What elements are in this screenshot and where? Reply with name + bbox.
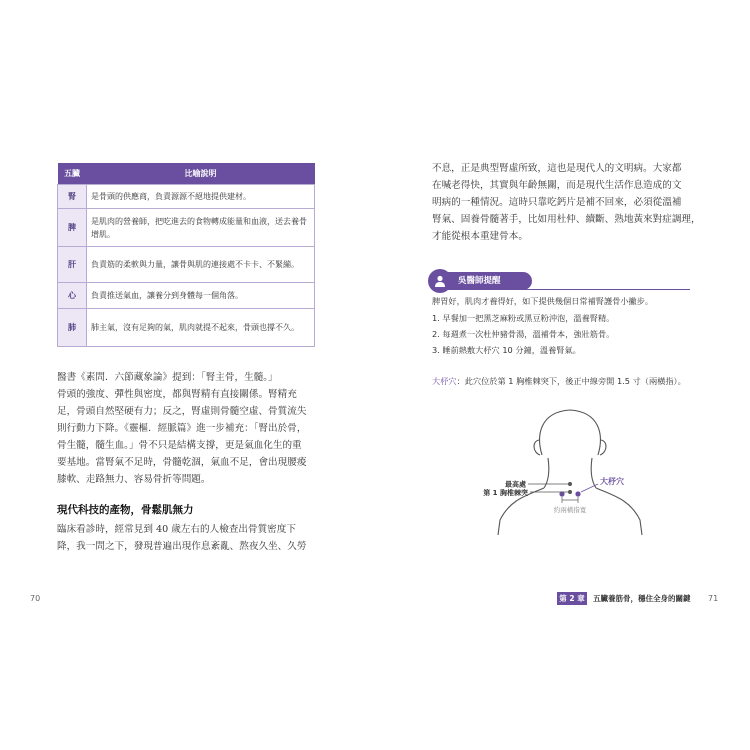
text-line: 明病的一種情況。這時只靠吃鈣片是補不回來，必須從溫補 [432,197,682,208]
acupoint-description [432,376,686,387]
text-line: 膝軟、走路無力、容易骨折等問題。 [57,474,211,485]
tips-item: 2. 每週煮一次杜仲豬骨湯，溫補骨本，強壯筋骨。 [432,329,615,339]
table-row [58,309,315,347]
table-row [58,283,315,309]
text-line: 才能從根本重建骨本。 [432,231,528,242]
acupoint-illustration [470,400,670,540]
acupoint-name: 大杼穴 [432,376,457,386]
label-acupoint: 大杼穴 [600,477,624,486]
table-cell-organ: 肺 [58,309,87,347]
table-header-row [58,163,315,185]
tips-header [432,272,532,290]
section-paragraph [57,521,327,555]
tips-intro: 脾胃好，肌肉才養得好，如下提供幾個日常補腎護骨小撇步。 [432,296,654,306]
table-cell-organ: 腎 [58,185,87,209]
human-back-figure [498,410,642,535]
table-cell-text: 是骨頭的供應商，負責源源不絕地提供建材。 [87,185,315,209]
text-line: 要基地。當腎氣不足時，骨髓乾涸，氣血不足，會出現腰痠 [57,457,307,468]
tips-divider [432,289,690,290]
table-row [58,209,315,247]
table-header-organ: 五臟 [58,163,87,185]
vertebra-markers [528,482,598,503]
text-line: 足，骨頭自然堅硬有力；反之，腎虛則骨髓空虛、骨質流失 [57,406,307,417]
tips-item: 3. 睡前熱敷大杼穴 10 分鐘，溫養腎氣。 [432,345,581,355]
organ-comparison-table [57,163,315,347]
table-cell-text: 負責筋的柔軟與力量，讓骨與肌的連接處不卡卡、不緊繃。 [87,247,315,283]
tips-item: 1. 早餐加一把黑芝麻粉或黑豆粉沖泡，溫養腎精。 [432,313,615,323]
label-vertebra: 第 1 胸椎棘突 [483,489,528,497]
text-line: 骨頭的強度、彈性與密度，都與腎精有直接關係。腎精充 [57,389,297,400]
text-line: 在喊老得快，其實與年齡無關，而是現代生活作息造成的文 [432,180,682,191]
table-row [58,185,315,209]
table-row [58,247,315,283]
text-line: 則行動力下降。《靈樞．經脈篇》進一步補充：「腎出於骨， [57,423,307,434]
text-line: 不息，正是典型腎虛所致，這也是現代人的文明病。大家都 [432,163,682,174]
chapter-badge: 第 2 章 [557,592,587,605]
page-number-right: 71 [708,594,719,603]
text-line: 臨床看診時，經常見到 40 歲左右的人檢查出骨質密度下 [57,524,296,535]
table-cell-text: 是肌肉的營養師，把吃進去的食物轉成能量和血液，送去養骨增肌。 [87,209,315,247]
acupoint-text: ：此穴位於第 1 胸椎棘突下，後正中線旁開 1.5 寸（兩橫指）。 [456,376,686,386]
label-top: 最高處 [505,480,526,489]
table-cell-text: 肺主氣，沒有足夠的氣，肌肉就提不起來，骨頭也撐不久。 [87,309,315,347]
page-number-left: 70 [30,594,41,603]
text-line: 降，我一問之下，發現普遍出現作息紊亂、熬夜久坐、久勞 [57,541,307,552]
text-line: 腎氣、固養骨髓著手，比如用杜仲、續斷、熟地黃來對症調理， [432,214,701,225]
table-cell-organ: 心 [58,283,87,309]
table-cell-organ: 脾 [58,209,87,247]
text-line: 骨生髓，髓生血。」骨不只是結構支撐，更是氣血化生的重 [57,440,302,451]
table-cell-text: 負責推送氣血，讓養分到身體每一個角落。 [87,283,315,309]
section-heading: 現代科技的產物，骨鬆肌無力 [57,504,194,516]
label-width: 約兩橫指寬 [553,506,587,514]
table-cell-organ: 肝 [58,247,87,283]
right-paragraph [432,160,702,245]
left-paragraph [57,369,327,488]
chapter-title: 五臟養筋骨，穩住全身的關鍵 [593,594,691,603]
table-header-description: 比喻說明 [87,163,315,185]
text-line: 醫書《素問．六節藏象論》提到：「腎主骨，生髓。」 [57,372,278,383]
tips-title: 吳醫師提醒 [458,276,501,286]
